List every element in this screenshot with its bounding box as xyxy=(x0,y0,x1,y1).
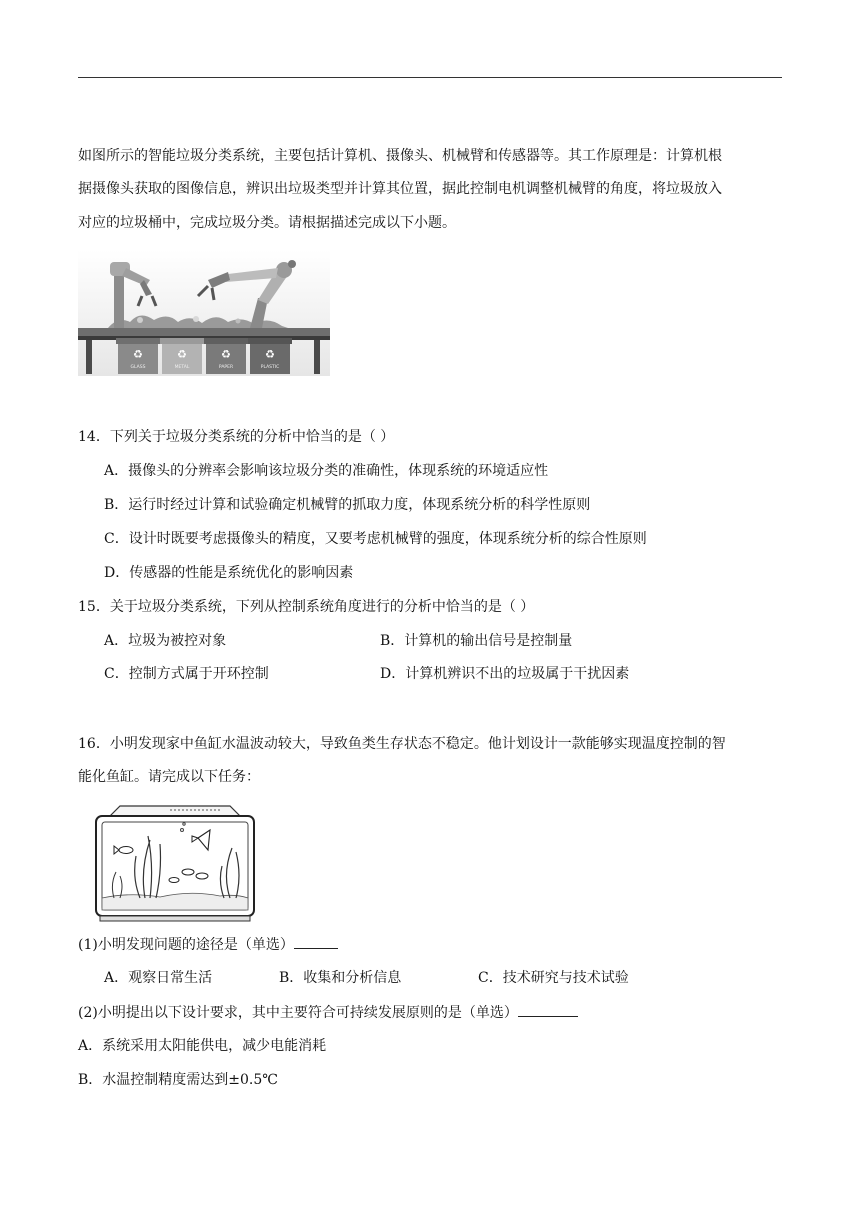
q16-part2-answer-blank xyxy=(518,1002,578,1017)
q14-option-c: C．设计时既要考虑摄像头的精度，又要考虑机械臂的强度，体现系统分析的综合性原则 xyxy=(104,531,647,547)
q16-stem-line-1: 16．小明发现家中鱼缸水温波动较大，导致鱼类生存状态不稳定。他计划设计一款能够实现温度控制的智 xyxy=(78,736,726,752)
bin-label-paper: PAPER xyxy=(218,365,234,370)
intro-line-2: 据摄像头获取的图像信息，辨识出垃圾类型并计算其位置，据此控制电机调整机械臂的角度，将垃圾放入 xyxy=(78,181,722,197)
q14-stem: 14．下列关于垃圾分类系统的分析中恰当的是（ ） xyxy=(78,429,395,445)
svg-text:♻: ♻ xyxy=(265,348,275,361)
q15-option-c: C．控制方式属于开环控制 xyxy=(104,666,269,682)
bin-label-metal: METAL xyxy=(174,365,190,370)
q14-option-d: D．传感器的性能是系统优化的影响因素 xyxy=(104,565,354,581)
q15-option-b: B．计算机的输出信号是控制量 xyxy=(380,633,573,649)
q15-stem: 15．关于垃圾分类系统，下列从控制系统角度进行的分析中恰当的是（ ） xyxy=(78,599,535,615)
q16-part2-text: (2)小明提出以下设计要求，其中主要符合可持续发展原则的是（单选） xyxy=(78,1005,518,1021)
q15-option-d: D．计算机辨识不出的垃圾属于干扰因素 xyxy=(380,666,630,682)
svg-text:♻: ♻ xyxy=(133,348,143,361)
q16-part1-option-b: B．收集和分析信息 xyxy=(279,970,402,986)
bin-label-plastic: PLASTIC xyxy=(260,365,280,370)
intro-line-3: 对应的垃圾桶中，完成垃圾分类。请根据描述完成以下小题。 xyxy=(78,215,456,231)
q14-option-b: B．运行时经过计算和试验确定机械臂的抓取力度，体现系统分析的科学性原则 xyxy=(104,497,591,513)
q16-part2-option-a: A．系统采用太阳能供电，减少电能消耗 xyxy=(78,1038,327,1054)
intro-line-1: 如图所示的智能垃圾分类系统，主要包括计算机、摄像头、机械臂和传感器等。其工作原理是：计算机根 xyxy=(78,148,722,164)
q16-part2-option-b: B．水温控制精度需达到±0.5℃ xyxy=(78,1072,278,1088)
q14-option-a: A．摄像头的分辨率会影响该垃圾分类的准确性，体现系统的环境适应性 xyxy=(104,463,549,479)
q16-stem-line-2: 能化鱼缸。请完成以下任务： xyxy=(78,769,260,785)
garbage-sorting-robot-image xyxy=(78,250,330,376)
q16-part1-answer-blank xyxy=(294,934,338,949)
q15-option-a: A．垃圾为被控对象 xyxy=(104,633,227,649)
svg-text:♻: ♻ xyxy=(221,348,231,361)
bin-label-glass: GLASS xyxy=(130,365,146,370)
q16-part1-option-c: C．技术研究与技术试验 xyxy=(478,970,629,986)
header-rule xyxy=(78,77,782,78)
fish-tank-image xyxy=(90,800,260,923)
q16-part1-text: (1)小明发现问题的途径是（单选） xyxy=(78,937,294,953)
q16-part1 xyxy=(78,934,338,955)
svg-text:♻: ♻ xyxy=(177,348,187,361)
q16-part1-option-a: A．观察日常生活 xyxy=(104,970,213,986)
q16-part2 xyxy=(78,1002,578,1023)
